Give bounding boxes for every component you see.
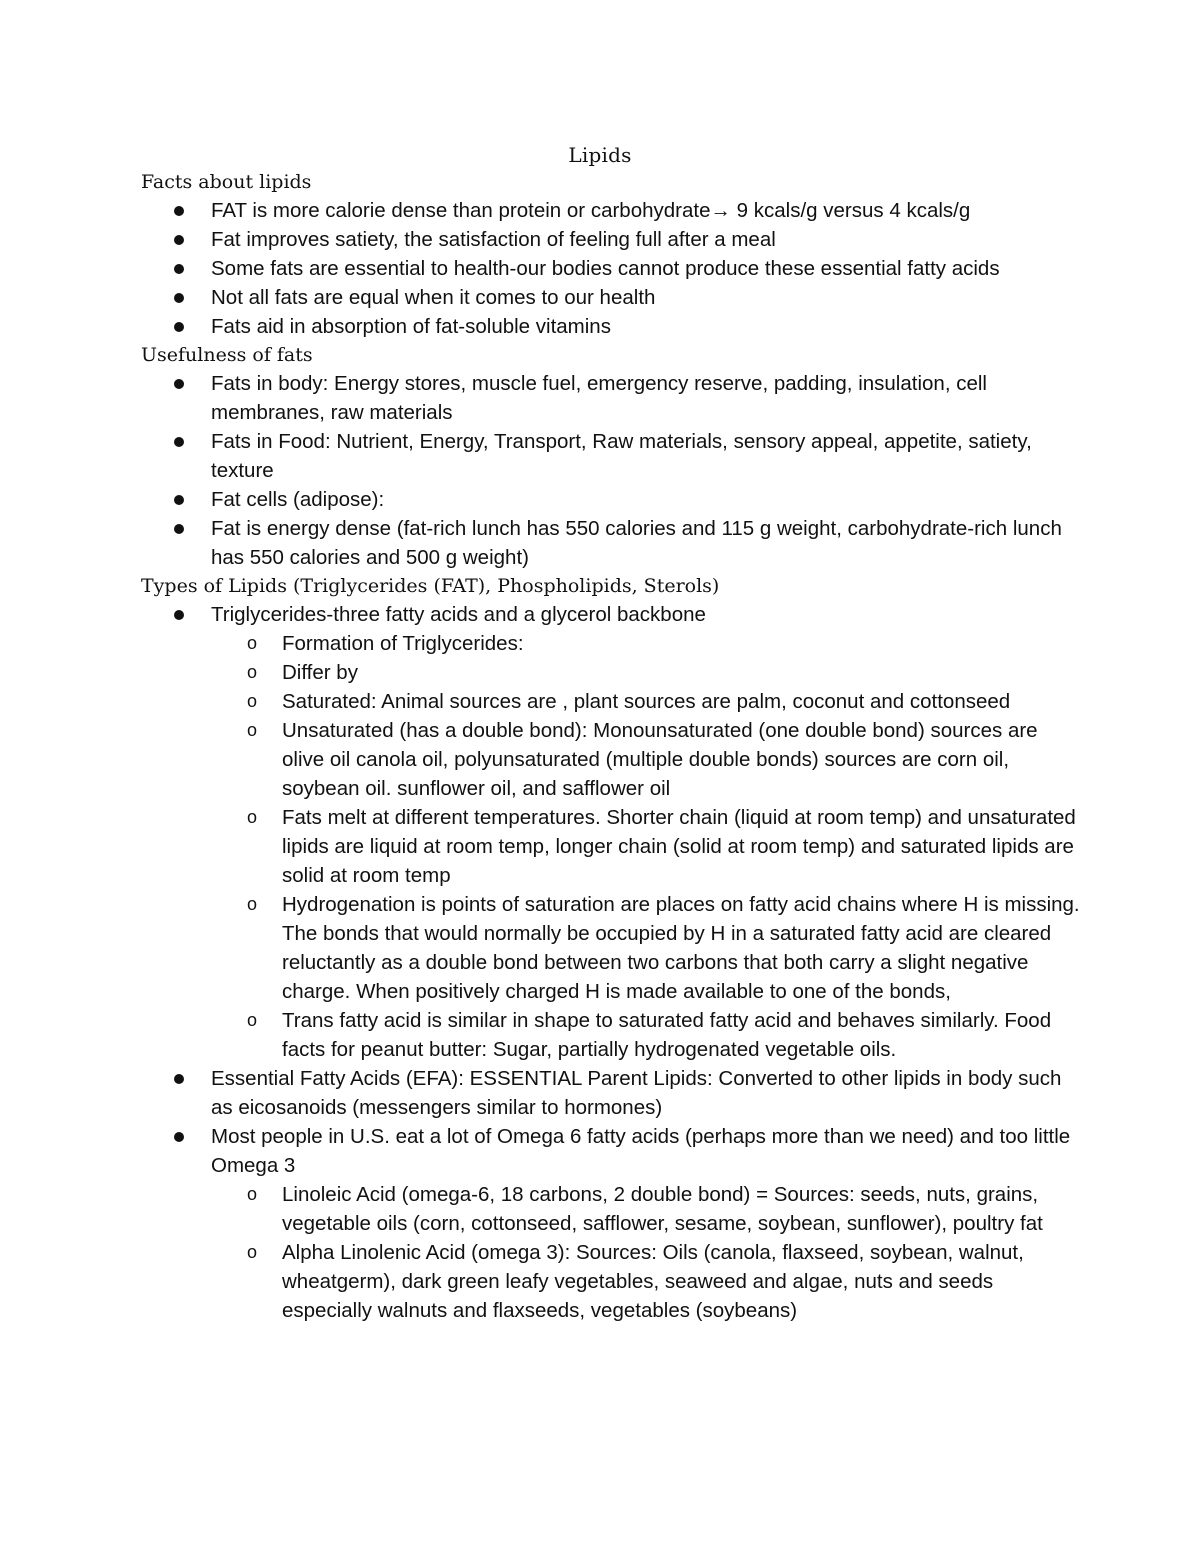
bullet-icon: [174, 235, 184, 245]
section-heading-facts: Facts about lipids: [141, 171, 312, 193]
sub-list-item: o Trans fatty acid is similar in shape to saturated fatty acid and behaves similarly. Food facts for peanut butter: Sugar, partially hydrogenated vegetable oils.: [141, 1006, 1081, 1064]
document-body: [141, 168, 1081, 1325]
list-item: Some fats are essential to health-our bodies cannot produce these essential fatty acids: [141, 254, 1081, 283]
bullet-icon: [174, 293, 184, 303]
circle-bullet-icon: o: [247, 633, 258, 653]
bullet-icon: [174, 206, 184, 216]
list-item: Most people in U.S. eat a lot of Omega 6 fatty acids (perhaps more than we need) and too little Omega 3 o Linoleic Acid (omega-6, 18 carbons, 2 double bond) = Sources: seeds, nuts, grains, vegetable oils (corn, cottonseed, safflower, sesame, soybean, sunflower), poultry fat o Alpha Linolenic Acid (omega 3): Sources: Oils (canola, flaxseed, soybean, walnut, wheatgerm), dark green leafy vegetables, seaweed and algae, nuts and seeds especially walnuts and flaxseeds, vegetables (soybeans): [141, 1122, 1081, 1325]
bullet-icon: [174, 610, 184, 620]
list-item: Fats in Food: Nutrient, Energy, Transport, Raw materials, sensory appeal, appetite, satiety, texture: [141, 427, 1081, 485]
triglycerides-sublist: [141, 629, 1081, 1064]
sub-list-item: o Formation of Triglycerides:: [141, 629, 1081, 658]
sub-list-item: o Fats melt at different temperatures. Shorter chain (liquid at room temp) and unsaturated lipids are liquid at room temp, longer chain (solid at room temp) and saturated lipids are solid at room temp: [141, 803, 1081, 890]
list-item: Fat cells (adipose):: [141, 485, 1081, 514]
document-title: Lipids: [568, 143, 632, 167]
list-item: Fats aid in absorption of fat-soluble vitamins: [141, 312, 1081, 341]
bullet-icon: [174, 524, 184, 534]
list-item: FAT is more calorie dense than protein or carbohydrate→ 9 kcals/g versus 4 kcals/g: [141, 196, 1081, 225]
list-item: Fat improves satiety, the satisfaction of feeling full after a meal: [141, 225, 1081, 254]
bullet-icon: [174, 1132, 184, 1142]
bullet-icon: [174, 379, 184, 389]
list-item: Fat is energy dense (fat-rich lunch has 550 calories and 115 g weight, carbohydrate-rich lunch has 550 calories and 500 g weight): [141, 514, 1081, 572]
section-heading-types: Types of Lipids (Triglycerides (FAT), Phospholipids, Sterols): [141, 575, 720, 597]
bullet-icon: [174, 437, 184, 447]
sub-list-item: o Saturated: Animal sources are , plant sources are palm, coconut and cottonseed: [141, 687, 1081, 716]
bullet-icon: [174, 264, 184, 274]
facts-list: [141, 196, 1081, 341]
bullet-icon: [174, 1074, 184, 1084]
list-item: Not all fats are equal when it comes to our health: [141, 283, 1081, 312]
circle-bullet-icon: o: [247, 1010, 258, 1030]
sub-list-item: o Hydrogenation is points of saturation are places on fatty acid chains where H is missing. The bonds that would normally be occupied by H in a saturated fatty acid are cleared reluctantly as a double bond between two carbons that both carry a slight negative charge. When positively charged H is made available to one of the bonds,: [141, 890, 1081, 1006]
section-heading-usefulness: Usefulness of fats: [141, 344, 313, 366]
sub-list-item: o Linoleic Acid (omega-6, 18 carbons, 2 double bond) = Sources: seeds, nuts, grains, vegetable oils (corn, cottonseed, safflower, sesame, soybean, sunflower), poultry fat: [141, 1180, 1081, 1238]
circle-bullet-icon: o: [247, 1242, 258, 1262]
circle-bullet-icon: o: [247, 894, 258, 914]
list-item: Essential Fatty Acids (EFA): ESSENTIAL Parent Lipids: Converted to other lipids in body such as eicosanoids (messengers similar to hormones): [141, 1064, 1081, 1122]
list-item: Triglycerides-three fatty acids and a glycerol backbone o Formation of Triglycerides: o Differ by o Saturated: Animal sources are , plant sources are palm, coconut and cottonseed o Unsaturated (has a double bond): Monounsaturated (one double bond) sources are olive oil canola oil, polyunsaturated (multiple double bonds) sources are corn oil, soybean oil. sunflower oil, and safflower oil o Fats melt at different temperatures. Shorter chain (liquid at room temp) and unsaturated lipids are liquid at room temp, longer chain (solid at room temp) and saturated lipids are solid at room temp o Hydrogenation is points of saturation are places on fatty acid chains where H is missing. The bonds that would normally be occupied by H in a saturated fatty acid are cleared reluctantly as a double bond between two carbons that both carry a slight negative charge. When positively charged H is made available to one of the bonds, o Trans fatty acid is similar in shape to saturated fatty acid and behaves similarly. Food facts for peanut butter: Sugar, partially hydrogenated vegetable oils.: [141, 600, 1081, 1064]
bullet-icon: [174, 495, 184, 505]
bullet-icon: [174, 322, 184, 332]
list-item: Fats in body: Energy stores, muscle fuel, emergency reserve, padding, insulation, cell membranes, raw materials: [141, 369, 1081, 427]
omega-sublist: [141, 1180, 1081, 1325]
circle-bullet-icon: o: [247, 807, 258, 827]
types-list: [141, 600, 1081, 1325]
circle-bullet-icon: o: [247, 662, 258, 682]
right-arrow-icon: →: [710, 199, 731, 222]
sub-list-item: o Differ by: [141, 658, 1081, 687]
usefulness-list: [141, 369, 1081, 572]
circle-bullet-icon: o: [247, 720, 258, 740]
circle-bullet-icon: o: [247, 691, 258, 711]
sub-list-item: o Unsaturated (has a double bond): Monounsaturated (one double bond) sources are olive oil canola oil, polyunsaturated (multiple double bonds) sources are corn oil, soybean oil. sunflower oil, and safflower oil: [141, 716, 1081, 803]
sub-list-item: o Alpha Linolenic Acid (omega 3): Sources: Oils (canola, flaxseed, soybean, walnut, wheatgerm), dark green leafy vegetables, seaweed and algae, nuts and seeds especially walnuts and flaxseeds, vegetables (soybeans): [141, 1238, 1081, 1325]
circle-bullet-icon: o: [247, 1184, 258, 1204]
